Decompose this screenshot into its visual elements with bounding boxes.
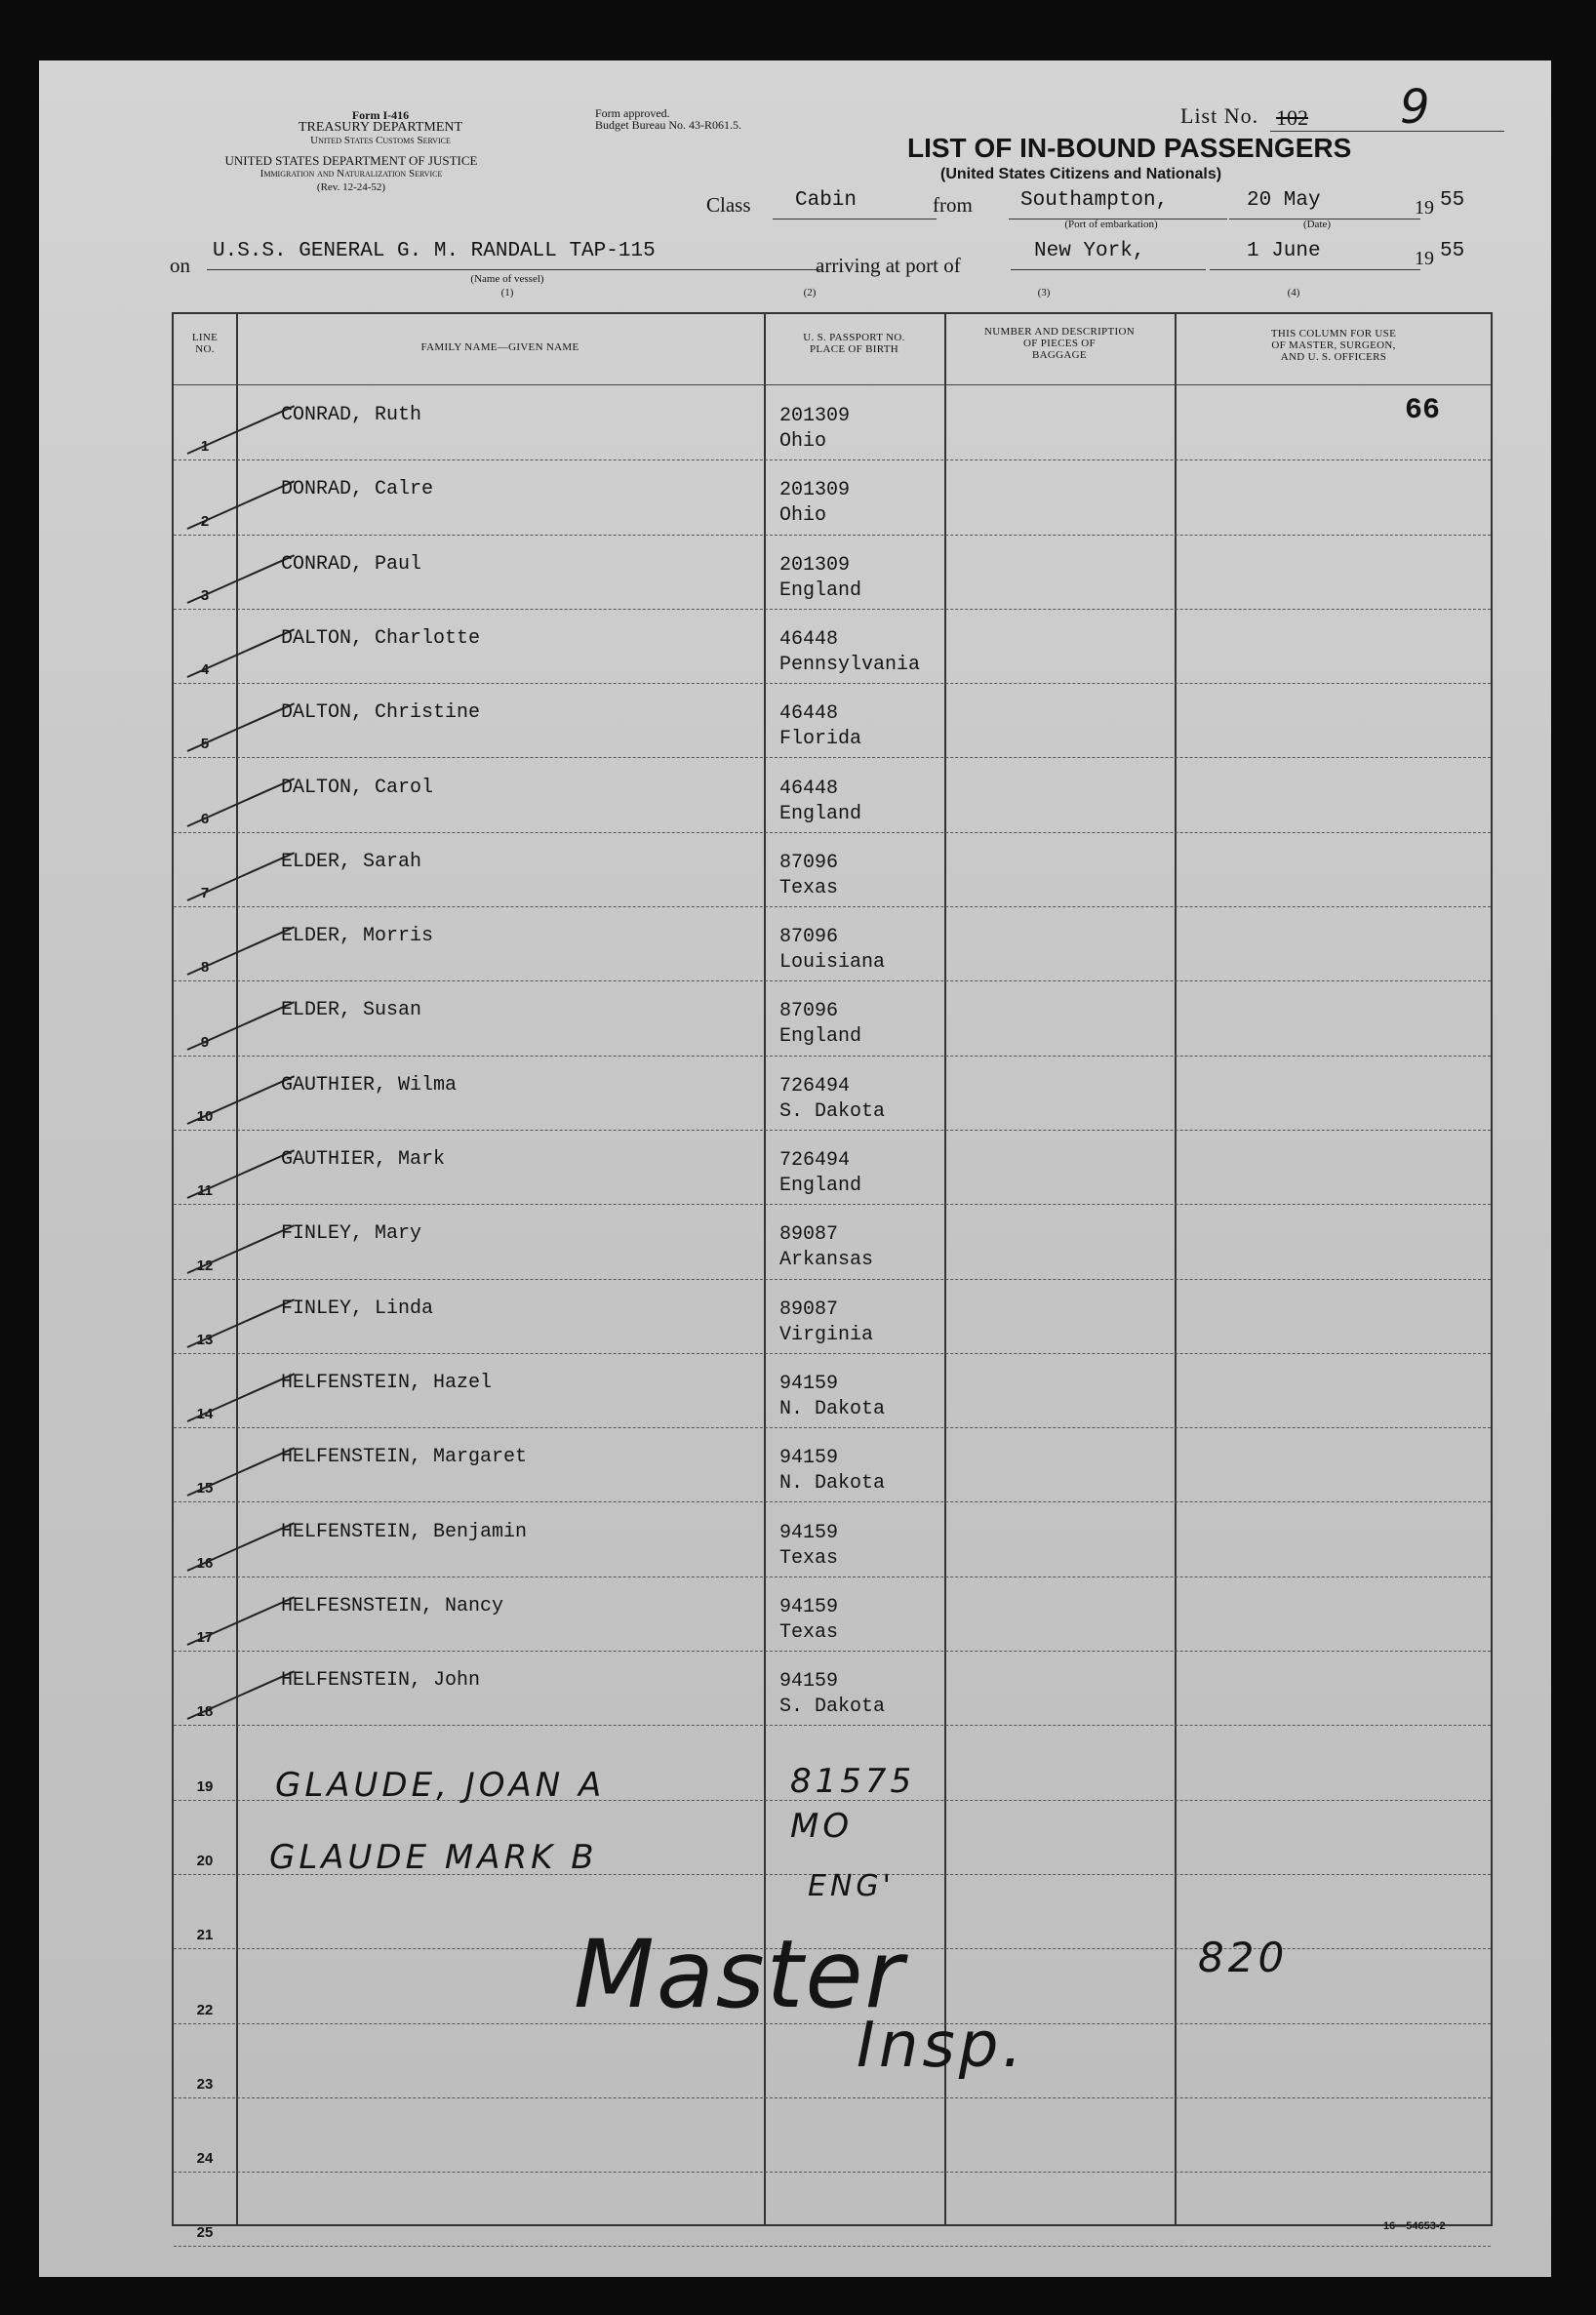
passport-number: 87096 bbox=[779, 926, 839, 949]
passport-cell bbox=[779, 627, 920, 678]
passport-cell bbox=[779, 1669, 885, 1720]
passenger-name: FINLEY, Mary bbox=[281, 1222, 422, 1246]
passport-cell bbox=[779, 1148, 861, 1199]
passport-cell bbox=[779, 1521, 838, 1572]
check-mark bbox=[187, 778, 295, 827]
date-caption: (Date) bbox=[1302, 219, 1332, 230]
place-of-birth: Pennsylvania bbox=[779, 653, 921, 676]
passport-number: 201309 bbox=[779, 405, 851, 427]
check-mark bbox=[187, 1150, 295, 1200]
page-title: LIST OF IN-BOUND PASSENGERS bbox=[907, 133, 1352, 163]
passport-number: 726494 bbox=[779, 1149, 851, 1172]
place-of-birth: Arkansas bbox=[779, 1249, 874, 1272]
passport-cell bbox=[779, 925, 885, 976]
passport-number: 94159 bbox=[779, 1670, 839, 1694]
table-row bbox=[174, 759, 1491, 833]
year-1: 55 bbox=[1440, 189, 1465, 212]
check-mark bbox=[187, 703, 295, 753]
year-2: 55 bbox=[1440, 240, 1465, 262]
line-number: 15 bbox=[196, 1480, 214, 1497]
line-number: 25 bbox=[196, 2224, 214, 2242]
passport-number: 726494 bbox=[779, 1074, 851, 1098]
table-row bbox=[174, 1503, 1491, 1577]
line-number: 9 bbox=[200, 1033, 210, 1051]
line-number: 11 bbox=[197, 1182, 213, 1200]
passport-number: 94159 bbox=[779, 1372, 839, 1395]
place-of-birth: England bbox=[779, 802, 862, 825]
table-row bbox=[174, 386, 1491, 460]
place-of-birth: Ohio bbox=[779, 504, 827, 528]
table-row bbox=[174, 1428, 1491, 1502]
passenger-name: ELDER, Sarah bbox=[281, 850, 422, 873]
table-row bbox=[174, 1577, 1491, 1652]
col-header-baggage: NUMBER AND DESCRIPTION OF PIECES OF BAGGAGE bbox=[984, 326, 1135, 361]
inspector-initials: Insp. bbox=[857, 2010, 1026, 2082]
passport-cell bbox=[779, 851, 838, 901]
check-mark bbox=[187, 554, 295, 604]
table-row bbox=[174, 460, 1491, 535]
passport-number: 87096 bbox=[779, 851, 839, 874]
passport-cell bbox=[779, 1446, 885, 1497]
year-prefix-2: 19 bbox=[1415, 248, 1434, 269]
line-number: 22 bbox=[196, 2001, 214, 2018]
caption-2: (2) bbox=[803, 287, 817, 299]
place-of-birth: N. Dakota bbox=[779, 1472, 886, 1496]
passport-cell bbox=[779, 701, 861, 752]
check-mark bbox=[187, 628, 295, 678]
passenger-name: HELFESNSTEIN, Nancy bbox=[281, 1594, 504, 1617]
passenger-name: DALTON, Carol bbox=[281, 776, 434, 799]
passenger-name: HELFENSTEIN, Benjamin bbox=[281, 1520, 528, 1543]
passport-cell bbox=[779, 1074, 885, 1125]
passport-number: 89087 bbox=[779, 1223, 839, 1247]
place-of-birth: Texas bbox=[779, 1620, 839, 1644]
line-number: 23 bbox=[196, 2075, 214, 2093]
passenger-name: ELDER, Morris bbox=[281, 925, 434, 948]
line-number: 21 bbox=[196, 1927, 214, 1944]
col-header-officers: THIS COLUMN FOR USE OF MASTER, SURGEON, AND U. S. OFFICERS bbox=[1270, 328, 1397, 363]
table-row bbox=[174, 610, 1491, 684]
from-caption: (Port of embarkation) bbox=[1064, 219, 1158, 230]
col-header-line-no: LINE NO. bbox=[191, 332, 219, 355]
arrival-date: 1 June bbox=[1247, 240, 1321, 262]
passport-cell bbox=[779, 777, 861, 827]
on-label: on bbox=[170, 254, 190, 277]
check-mark bbox=[187, 1522, 295, 1572]
place-of-birth: Florida bbox=[779, 728, 862, 751]
table-row bbox=[174, 2173, 1491, 2247]
passenger-name: GAUTHIER, Mark bbox=[281, 1148, 446, 1171]
line-number: 5 bbox=[200, 736, 210, 753]
page-subtitle: (United States Citizens and Nationals) bbox=[940, 166, 1222, 182]
signature-number: 820 bbox=[1198, 1934, 1289, 1981]
passport-cell bbox=[779, 478, 850, 529]
passport-number: 89087 bbox=[779, 1297, 839, 1321]
arriving-label: arriving at port of bbox=[816, 254, 961, 277]
place-of-birth: Texas bbox=[779, 876, 839, 899]
check-mark bbox=[187, 1448, 295, 1497]
handwritten-name-20: GLAUDE MARK B bbox=[269, 1838, 598, 1877]
passport-number: 46448 bbox=[779, 777, 839, 800]
year-prefix-1: 19 bbox=[1415, 197, 1434, 219]
line-number: 2 bbox=[200, 512, 210, 530]
passport-cell bbox=[779, 404, 850, 455]
line-number: 13 bbox=[196, 1331, 214, 1348]
passenger-name: ELDER, Susan bbox=[281, 999, 422, 1022]
vessel-name: U.S.S. GENERAL G. M. RANDALL TAP-115 bbox=[213, 240, 656, 262]
col-header-name: FAMILY NAME—GIVEN NAME bbox=[420, 341, 579, 353]
depart-date: 20 May bbox=[1247, 189, 1321, 212]
place-of-birth: Texas bbox=[779, 1546, 839, 1570]
customs-service: United States Customs Service bbox=[310, 135, 451, 146]
place-of-birth: Louisiana bbox=[779, 951, 886, 975]
list-number-handwritten: 9 bbox=[1400, 80, 1430, 135]
check-mark bbox=[187, 927, 295, 977]
budget-bureau: Budget Bureau No. 43-R061.5. bbox=[595, 118, 741, 132]
table-row bbox=[174, 684, 1491, 758]
table-row bbox=[174, 1131, 1491, 1205]
passport-number: 46448 bbox=[779, 702, 839, 726]
handwritten-name-19: GLAUDE, JOAN A bbox=[275, 1766, 606, 1805]
master-signature: Master bbox=[574, 1920, 905, 2029]
place-of-birth: S. Dakota bbox=[779, 1099, 886, 1123]
caption-1: (1) bbox=[500, 287, 514, 299]
form-approved: Form approved. bbox=[595, 106, 670, 120]
line-number: 14 bbox=[196, 1406, 214, 1423]
class-value: Cabin bbox=[795, 189, 858, 212]
passenger-table bbox=[172, 312, 1493, 2242]
place-of-birth: S. Dakota bbox=[779, 1696, 886, 1719]
passenger-name: DALTON, Christine bbox=[281, 701, 481, 725]
arrival-port: New York, bbox=[1034, 240, 1145, 262]
officer-note: 66 bbox=[1405, 394, 1441, 427]
line-number: 18 bbox=[196, 1703, 214, 1721]
class-label: Class bbox=[706, 193, 751, 217]
check-mark bbox=[187, 480, 295, 530]
caption-3: (3) bbox=[1037, 287, 1051, 299]
list-number-struck: 102 bbox=[1276, 105, 1308, 130]
check-mark bbox=[187, 1001, 295, 1051]
col-header-passport: U. S. PASSPORT NO. PLACE OF BIRTH bbox=[803, 332, 905, 355]
from-label: from bbox=[933, 193, 973, 217]
passport-cell bbox=[779, 999, 861, 1050]
passenger-name: GAUTHIER, Wilma bbox=[281, 1073, 458, 1097]
table-row bbox=[174, 1057, 1491, 1131]
passenger-name: FINLEY, Linda bbox=[281, 1297, 434, 1320]
passport-cell bbox=[779, 1595, 838, 1646]
place-of-birth: England bbox=[779, 579, 862, 602]
line-number: 20 bbox=[196, 1852, 214, 1869]
table-row bbox=[174, 1280, 1491, 1354]
passenger-name: HELFENSTEIN, Margaret bbox=[281, 1446, 528, 1469]
table-row bbox=[174, 536, 1491, 610]
handwritten-birth-19: MO bbox=[790, 1807, 854, 1846]
passenger-name: CONRAD, Paul bbox=[281, 552, 422, 576]
table-row bbox=[174, 1652, 1491, 1726]
check-mark bbox=[187, 406, 295, 456]
treasury-dept: TREASURY DEPARTMENT bbox=[298, 120, 463, 135]
caption-4: (4) bbox=[1287, 287, 1300, 299]
table-row bbox=[174, 833, 1491, 907]
check-mark bbox=[187, 1671, 295, 1721]
passenger-name: DALTON, Charlotte bbox=[281, 626, 481, 650]
table-row bbox=[174, 2098, 1491, 2173]
place-of-birth: England bbox=[779, 1025, 862, 1049]
revision: (Rev. 12-24-52) bbox=[316, 181, 386, 193]
handwritten-passport-19: 81575 bbox=[790, 1762, 916, 1801]
line-number: 24 bbox=[196, 2150, 214, 2168]
line-number: 4 bbox=[200, 661, 210, 679]
check-mark bbox=[187, 1224, 295, 1274]
check-mark bbox=[187, 852, 295, 901]
line-number: 10 bbox=[196, 1107, 214, 1125]
passenger-name: HELFENSTEIN, Hazel bbox=[281, 1371, 493, 1394]
passport-number: 201309 bbox=[779, 553, 851, 577]
place-of-birth: England bbox=[779, 1175, 862, 1197]
from-value: Southampton, bbox=[1020, 189, 1169, 212]
place-of-birth: Virginia bbox=[779, 1323, 874, 1346]
passport-number: 94159 bbox=[779, 1595, 839, 1618]
passport-number: 94159 bbox=[779, 1447, 839, 1470]
check-mark bbox=[187, 1298, 295, 1348]
line-number: 17 bbox=[196, 1629, 214, 1647]
vessel-caption: (Name of vessel) bbox=[470, 273, 544, 285]
table-row bbox=[174, 1205, 1491, 1279]
line-number: 12 bbox=[196, 1257, 214, 1274]
line-number: 7 bbox=[200, 885, 210, 902]
check-mark bbox=[187, 1075, 295, 1125]
passport-number: 46448 bbox=[779, 627, 839, 651]
line-number: 16 bbox=[196, 1554, 214, 1572]
passport-number: 94159 bbox=[779, 1521, 839, 1544]
table-row bbox=[174, 907, 1491, 981]
handwritten-birth-20: ENG' bbox=[808, 1869, 895, 1903]
table-row bbox=[174, 2024, 1491, 2098]
line-number: 1 bbox=[200, 438, 210, 456]
table-row bbox=[174, 981, 1491, 1056]
passport-number: 87096 bbox=[779, 1000, 839, 1023]
form-code: 16—54653-2 bbox=[1383, 2220, 1446, 2232]
line-number: 3 bbox=[200, 586, 210, 604]
passenger-name: DONRAD, Calre bbox=[281, 478, 434, 501]
line-number: 19 bbox=[196, 1777, 214, 1795]
passport-number: 201309 bbox=[779, 479, 851, 502]
passport-cell bbox=[779, 553, 861, 604]
table-row bbox=[174, 1354, 1491, 1428]
doj-header: UNITED STATES DEPARTMENT OF JUSTICE bbox=[224, 153, 478, 168]
check-mark bbox=[187, 1373, 295, 1422]
passport-cell bbox=[779, 1297, 873, 1348]
passenger-name: CONRAD, Ruth bbox=[281, 404, 422, 426]
line-number: 6 bbox=[200, 810, 210, 827]
passenger-name: HELFENSTEIN, John bbox=[281, 1669, 481, 1693]
passport-cell bbox=[779, 1222, 873, 1273]
check-mark bbox=[187, 1596, 295, 1646]
list-number-label: List No. bbox=[1180, 103, 1259, 128]
form-number: Form I-416 bbox=[351, 108, 410, 122]
ins-header: Immigration and Naturalization Service bbox=[259, 168, 443, 180]
line-number: 8 bbox=[200, 959, 210, 977]
place-of-birth: Ohio bbox=[779, 430, 827, 453]
place-of-birth: N. Dakota bbox=[779, 1397, 886, 1420]
passenger-list-form bbox=[39, 60, 1551, 2277]
passport-cell bbox=[779, 1372, 885, 1422]
